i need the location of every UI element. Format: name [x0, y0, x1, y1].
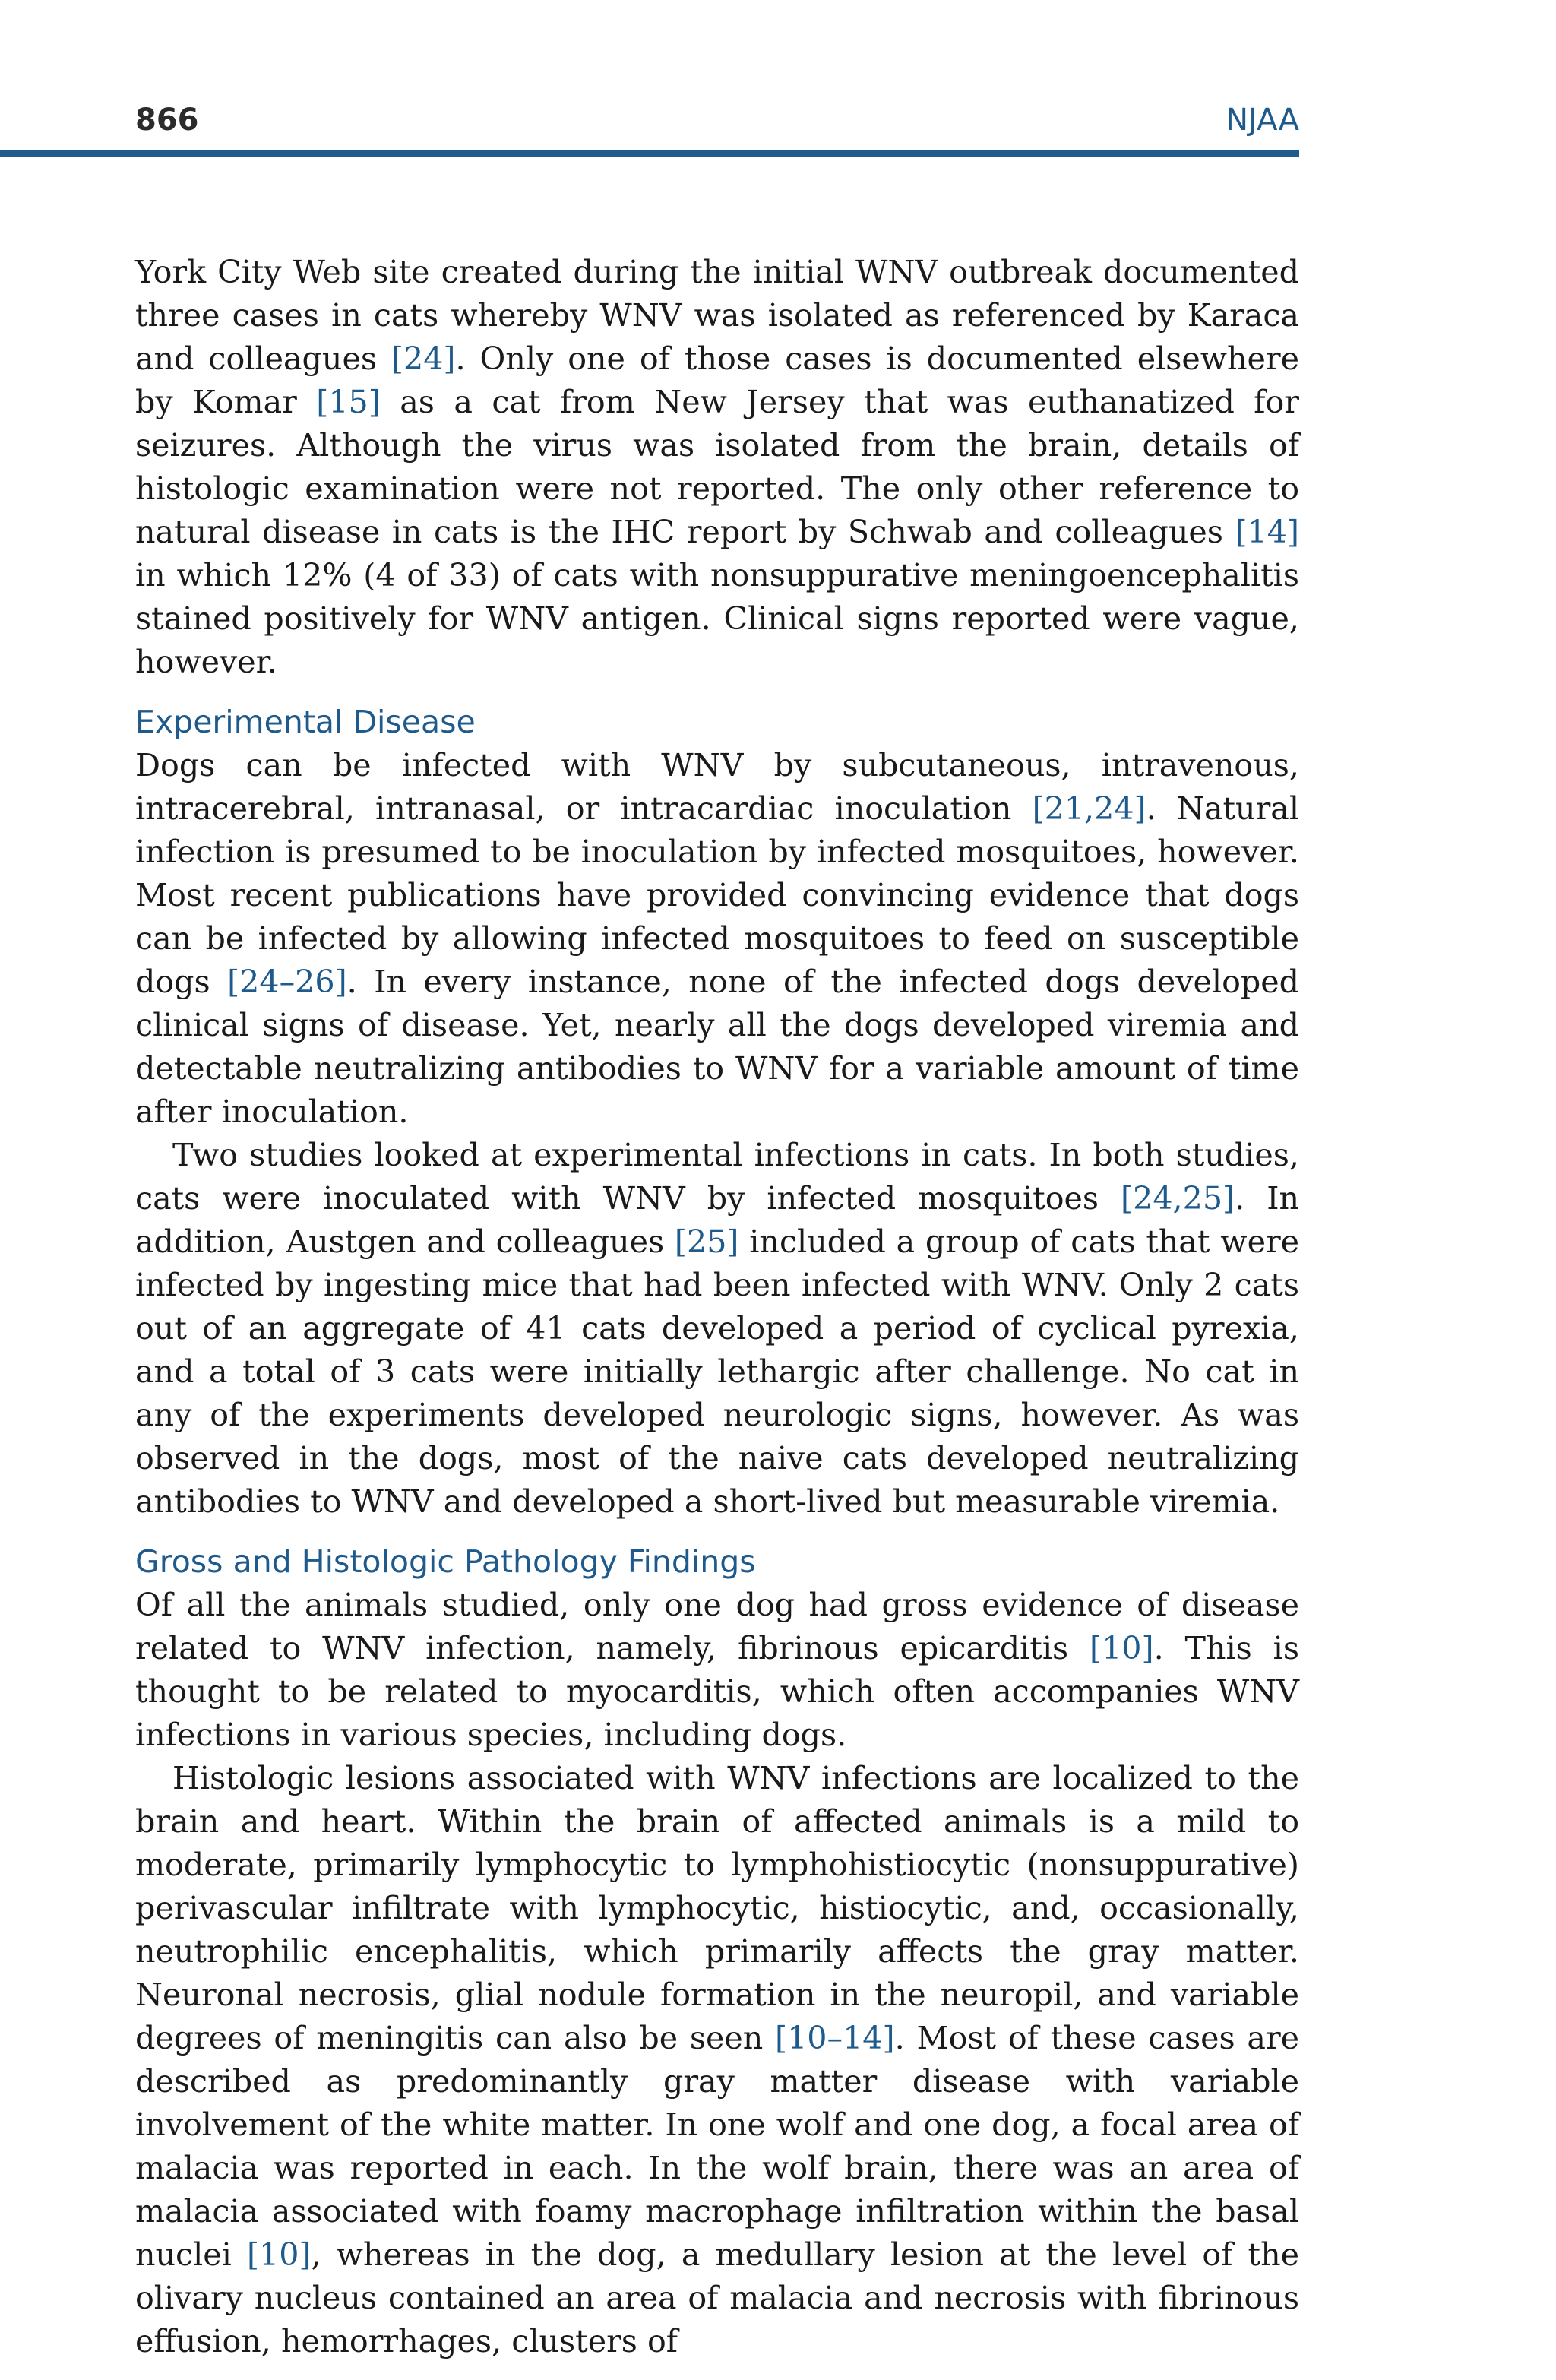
citation-link[interactable]: [15]	[316, 384, 381, 420]
header-rule	[0, 150, 1299, 157]
paragraph-text: as a cat from New Jersey that was euthanatized for seizures. Although the virus was isolated from the brain, details of histologic examination were not reported. The only other reference to natural disease in cats is the IHC report by Schwab and colleagues	[135, 384, 1299, 550]
body-paragraph	[135, 1757, 1299, 2363]
body-paragraph	[135, 744, 1299, 1134]
paragraph-text: in which 12% (4 of 33) of cats with nonsuppurative meningoencephalitis stained positively for WNV antigen. Clinical signs reported were vague, however.	[135, 557, 1299, 680]
paragraph-text: Two studies looked at experimental infections in cats. In both studies, cats were inoculated with WNV by infected mosquitoes	[135, 1137, 1299, 1217]
paragraph-text: Of all the animals studied, only one dog had gross evidence of disease related to WNV infection, namely, fibrinous epicarditis	[135, 1587, 1299, 1666]
body-paragraph	[135, 1134, 1299, 1524]
paragraph-text: Histologic lesions associated with WNV infections are localized to the brain and heart. Within the brain of affected animals is a mild to moderate, primarily lymphocytic to lymphohistiocytic (nonsuppurative) perivascular infiltrate with lymphocytic, histiocytic, and, occasionally, neutrophilic encephalitis, which primarily affects the gray matter. Neuronal necrosis, glial nodule formation in the neuropil, and variable degrees of meningitis can also be seen	[135, 1760, 1299, 2056]
citation-link[interactable]: [21,24]	[1032, 790, 1146, 827]
journal-title: NJAA	[1226, 103, 1299, 138]
citation-link[interactable]: [10–14]	[775, 2020, 895, 2056]
citation-link[interactable]: [25]	[674, 1223, 739, 1260]
citation-link[interactable]: [10]	[246, 2236, 312, 2273]
body-paragraph	[135, 251, 1299, 684]
paragraph-text: . This is thought to be related to myocarditis, which often accompanies WNV infections in various species, including dogs.	[135, 1630, 1299, 1753]
citation-link[interactable]: [24,25]	[1121, 1180, 1235, 1217]
page-number: 866	[135, 103, 199, 138]
page-header	[135, 97, 1299, 143]
paragraph-text: . Natural infection is presumed to be inoculation by infected mosquitoes, however. Most recent publications have provided convincing evidence that dogs can be infected by allowing infected mosquitoes to feed on susceptible dogs	[135, 790, 1299, 1000]
body-paragraph	[135, 1584, 1299, 1757]
paragraph-text: . Only one of those cases is documented elsewhere by Komar	[135, 340, 1299, 420]
paragraph-text: Dogs can be infected with WNV by subcutaneous, intravenous, intracerebral, intranasal, or intracardiac inoculation	[135, 747, 1299, 827]
paragraph-text: included a group of cats that were infected by ingesting mice that had been infected with WNV. Only 2 cats out of an aggregate of 41 cats developed a period of cyclical pyrexia, and a total of 3 cats were initially lethargic after challenge. No cat in any of the experiments developed neurologic signs, however. As was observed in the dogs, most of the naive cats developed neutralizing antibodies to WNV and developed a short-lived but measurable viremia.	[135, 1223, 1300, 1520]
paragraph-text: . Most of these cases are described as predominantly gray matter disease with variable involvement of the white matter. In one wolf and one dog, a focal area of malacia was reported in each. In the wolf brain, there was an area of malacia associated with foamy macrophage infiltration within the basal nuclei	[135, 2020, 1300, 2273]
paragraph-text: . In every instance, none of the infected dogs developed clinical signs of disease. Yet, nearly all the dogs developed viremia and detectable neutralizing antibodies to WNV for a variable amount of time after inoculation.	[135, 964, 1299, 1130]
citation-link[interactable]: [10]	[1090, 1630, 1154, 1666]
paragraph-text: York City Web site created during the initial WNV outbreak documented three cases in cats whereby WNV was isolated as referenced by Karaca and colleagues	[135, 254, 1299, 377]
article-body	[135, 251, 1299, 2380]
citation-link[interactable]: [24–26]	[227, 964, 347, 1000]
citation-link[interactable]: [14]	[1235, 514, 1299, 550]
paragraph-text: , whereas in the dog, a medullary lesion at the level of the olivary nucleus contained an area of malacia and necrosis with fibrinous effusion, hemorrhages, clusters of	[135, 2236, 1300, 2359]
section-heading: Experimental Disease	[135, 704, 476, 740]
citation-link[interactable]: [24]	[391, 340, 456, 377]
section-heading: Gross and Histologic Pathology Findings	[135, 1543, 756, 1580]
paragraph-text: . In addition, Austgen and colleagues	[135, 1180, 1300, 1260]
